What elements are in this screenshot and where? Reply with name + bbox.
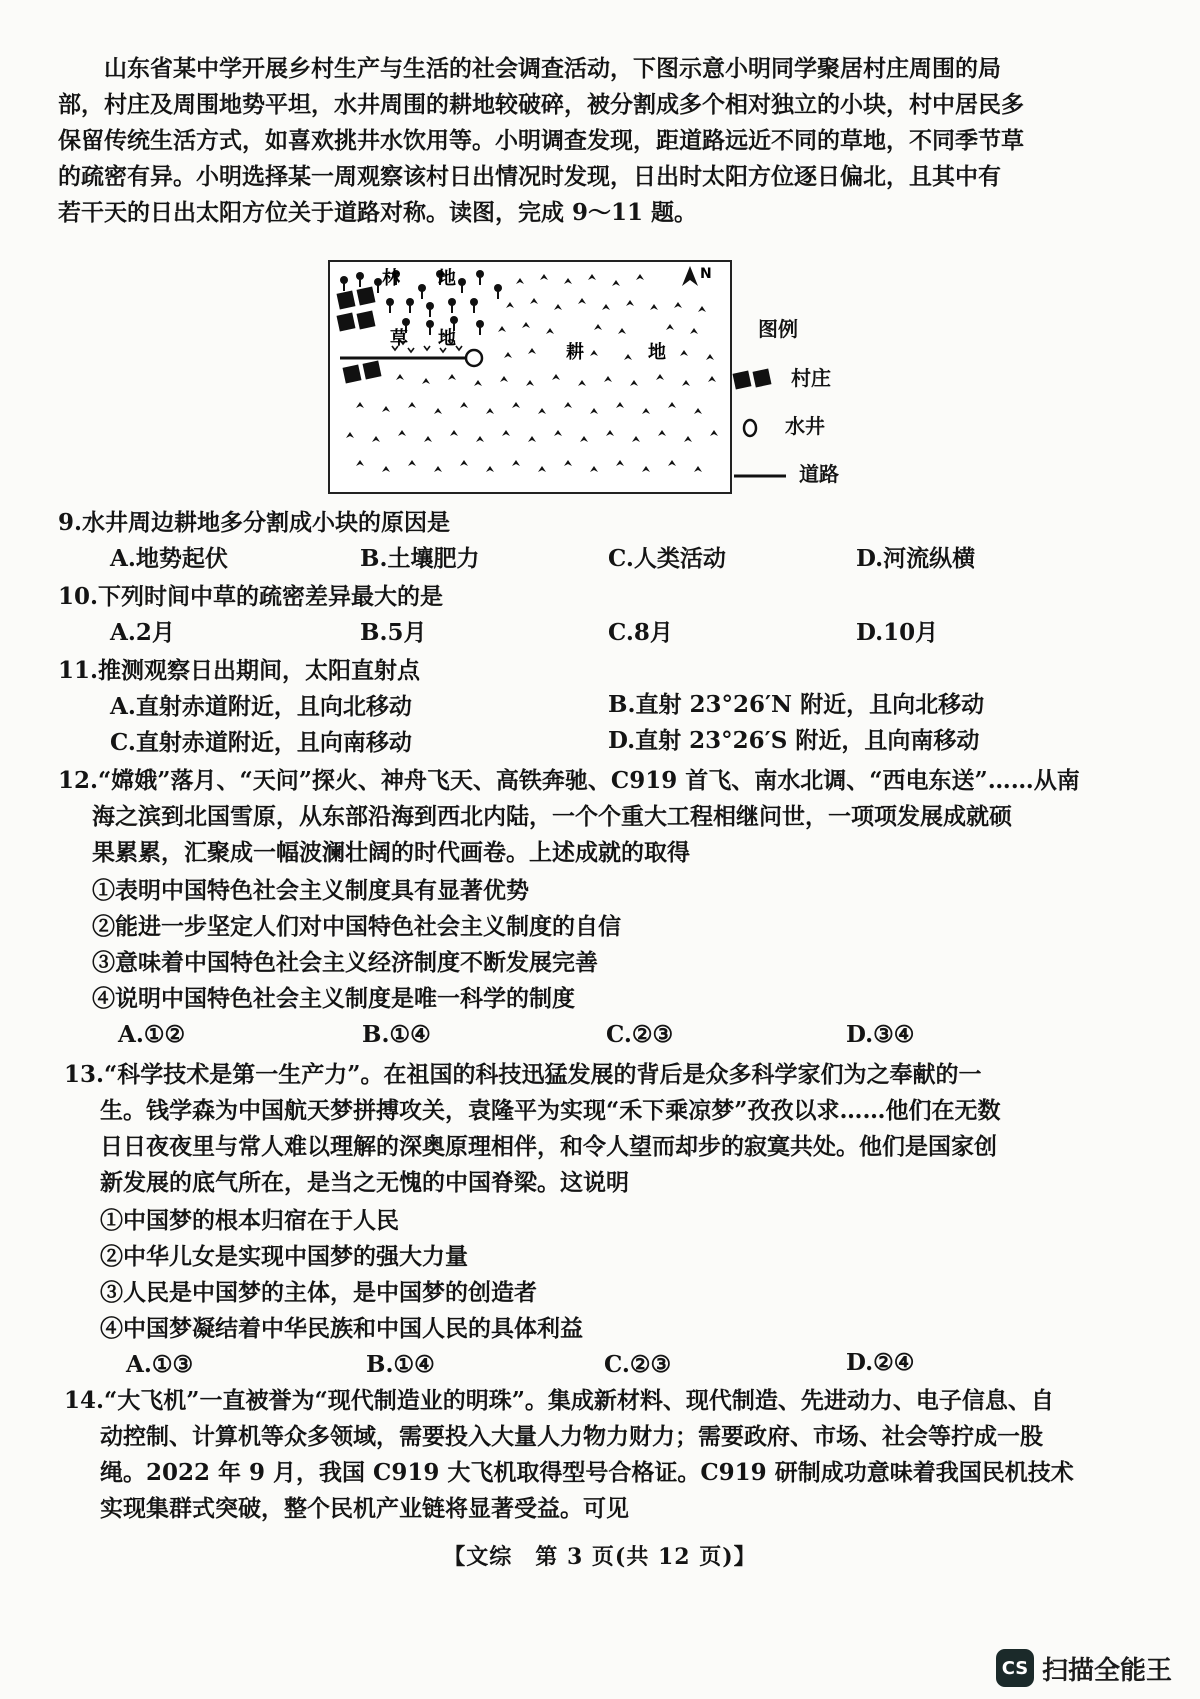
scanner-app-name: 扫描全能王 bbox=[1041, 1655, 1172, 1686]
village-icon bbox=[732, 368, 776, 392]
question-12-option-c: C.②③ bbox=[606, 1021, 674, 1048]
question-12-item: ②能进一步坚定人们对中国特色社会主义制度的自信 bbox=[92, 913, 621, 940]
map-label-forest-2: 地 bbox=[438, 268, 456, 289]
question-14-stem-line: 14.“大飞机”一直被誉为“现代制造业的明珠”。集成新材料、现代制造、先进动力、电子信息、自 bbox=[64, 1387, 1054, 1414]
question-13-stem-line: 日日夜夜里与常人难以理解的深奥原理相伴，和令人望而却步的寂寞共处。他们是国家创 bbox=[100, 1133, 997, 1160]
question-12-item: ①表明中国特色社会主义制度具有显著优势 bbox=[92, 877, 529, 904]
legend-well-label: 水井 bbox=[784, 414, 825, 438]
map-label-farm-1: 耕 bbox=[566, 342, 584, 363]
legend-title: 图例 bbox=[758, 317, 798, 341]
question-12-stem-line: 果累累，汇聚成一幅波澜壮阔的时代画卷。上述成就的取得 bbox=[92, 839, 690, 866]
question-10-option-d: D.10月 bbox=[856, 619, 939, 646]
question-9-option-c: C.人类活动 bbox=[608, 545, 726, 572]
intro-line: 的疏密有异。小明选择某一周观察该村日出情况时发现，日出时太阳方位逐日偏北，且其中有 bbox=[58, 163, 1001, 190]
question-10-option-a: A.2月 bbox=[110, 619, 175, 646]
well-marker bbox=[466, 350, 482, 366]
intro-line: 山东省某中学开展乡村生产与生活的社会调查活动，下图示意小明同学聚居村庄周围的局 bbox=[104, 55, 1001, 82]
question-13-option-a: A.①③ bbox=[126, 1351, 194, 1378]
question-14-stem-line: 绳。2022 年 9 月，我国 C919 大飞机取得型号合格证。C919 研制成功意味着我国民机技术 bbox=[100, 1459, 1074, 1486]
question-9-option-a: A.地势起伏 bbox=[110, 545, 228, 572]
legend-village bbox=[732, 362, 831, 392]
road-icon bbox=[732, 464, 788, 488]
intro-line: 若干天的日出太阳方位关于道路对称。读图，完成 9～11 题。 bbox=[58, 199, 698, 226]
question-13-item: ②中华儿女是实现中国梦的强大力量 bbox=[100, 1243, 468, 1270]
map-drawing bbox=[330, 262, 730, 492]
question-13-stem-line: 13.“科学技术是第一生产力”。在祖国的科技迅猛发展的背后是众多科学家们为之奉献的一 bbox=[64, 1061, 982, 1088]
question-14-stem-line: 实现集群式突破，整个民机产业链将显著受益。可见 bbox=[100, 1495, 629, 1522]
question-14-stem-line: 动控制、计算机等众多领域，需要投入大量人力物力财力；需要政府、市场、社会等拧成一股 bbox=[100, 1423, 1043, 1450]
question-9-option-b: B.土壤肥力 bbox=[360, 545, 480, 572]
question-13-option-d: D.②④ bbox=[846, 1349, 915, 1376]
question-11-option-a: A.直射赤道附近，且向北移动 bbox=[110, 693, 412, 720]
well-icon bbox=[740, 416, 764, 440]
question-12-option-a: A.①② bbox=[118, 1021, 186, 1048]
intro-line: 保留传统生活方式，如喜欢挑井水饮用等。小明调查发现，距道路远近不同的草地，不同季节草 bbox=[58, 127, 1024, 154]
legend-road bbox=[732, 458, 839, 488]
question-13-option-c: C.②③ bbox=[604, 1351, 672, 1378]
question-13-option-b: B.①④ bbox=[366, 1351, 435, 1378]
map-label-farm-2: 地 bbox=[648, 342, 666, 363]
question-12-option-b: B.①④ bbox=[362, 1021, 431, 1048]
question-10-option-c: C.8月 bbox=[608, 619, 673, 646]
question-10-option-b: B.5月 bbox=[360, 619, 427, 646]
question-9-stem: 9.水井周边耕地多分割成小块的原因是 bbox=[58, 509, 451, 536]
legend-village-label: 村庄 bbox=[790, 366, 831, 390]
question-13-item: ①中国梦的根本归宿在于人民 bbox=[100, 1207, 399, 1234]
question-11-option-c: C.直射赤道附近，且向南移动 bbox=[110, 729, 412, 756]
map-label-forest-1: 林 bbox=[382, 268, 400, 289]
intro-line: 部，村庄及周围地势平坦，水井周围的耕地较破碎，被分割成多个相对独立的小块，村中居民多 bbox=[58, 91, 1024, 118]
question-12-item: ④说明中国特色社会主义制度是唯一科学的制度 bbox=[92, 985, 575, 1012]
scanner-watermark bbox=[996, 1648, 1172, 1688]
map-label-grass-1: 草 bbox=[390, 328, 408, 349]
question-12-item: ③意味着中国特色社会主义经济制度不断发展完善 bbox=[92, 949, 598, 976]
farmland-marks bbox=[346, 274, 718, 472]
question-11-option-d: D.直射 23°26′S 附近，且向南移动 bbox=[608, 727, 980, 754]
north-label: N bbox=[700, 266, 712, 282]
legend-road-label: 道路 bbox=[798, 462, 839, 486]
question-13-item: ④中国梦凝结着中华民族和中国人民的具体利益 bbox=[100, 1315, 583, 1342]
camscanner-logo-icon: CS bbox=[996, 1649, 1034, 1687]
question-13-stem-line: 生。钱学森为中国航天梦拼搏攻关，袁隆平为实现“禾下乘凉梦”孜孜以求……他们在无数 bbox=[100, 1097, 1001, 1124]
north-arrow-icon bbox=[682, 266, 698, 286]
page-footer: 【文综 第 3 页(共 12 页)】 bbox=[443, 1544, 757, 1570]
legend-well bbox=[740, 410, 825, 440]
question-11-stem: 11.推测观察日出期间，太阳直射点 bbox=[58, 657, 421, 684]
village-blocks bbox=[337, 287, 382, 384]
question-13-stem-line: 新发展的底气所在，是当之无愧的中国脊梁。这说明 bbox=[100, 1169, 629, 1196]
question-11-option-b: B.直射 23°26′N 附近，且向北移动 bbox=[608, 691, 985, 718]
question-12-option-d: D.③④ bbox=[846, 1021, 915, 1048]
question-13-item: ③人民是中国梦的主体，是中国梦的创造者 bbox=[100, 1279, 537, 1306]
question-12-stem-line: 12.“嫦娥”落月、“天问”探火、神舟飞天、高铁奔驰、C919 首飞、南水北调、“西电东送”……从南 bbox=[58, 767, 1080, 794]
question-12-stem-line: 海之滨到北国雪原，从东部沿海到西北内陆，一个个重大工程相继问世，一项项发展成就硕 bbox=[92, 803, 1012, 830]
village-map bbox=[328, 260, 732, 494]
question-9-option-d: D.河流纵横 bbox=[856, 545, 976, 572]
question-10-stem: 10.下列时间中草的疏密差异最大的是 bbox=[58, 583, 444, 610]
map-label-grass-2: 地 bbox=[438, 328, 456, 349]
